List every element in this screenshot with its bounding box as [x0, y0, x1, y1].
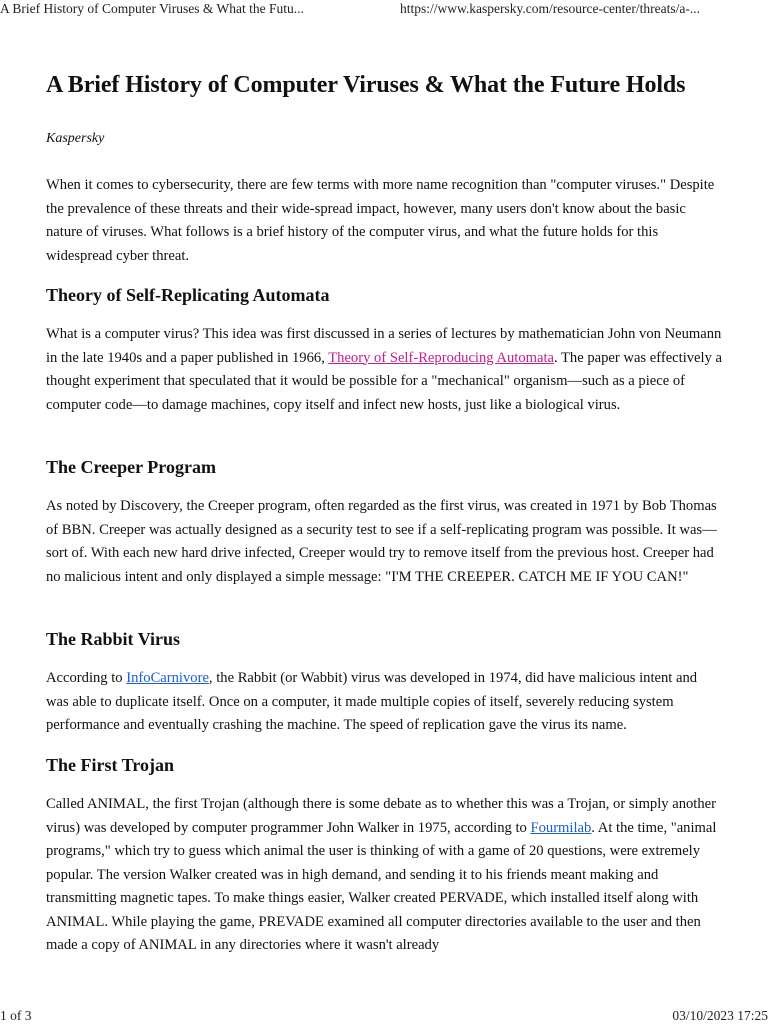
intro-paragraph: When it comes to cybersecurity, there are few terms with more name recognition than "computer viruses." Despite the prevalence of these threats and their wide-spread impact, however, many users don't know about the basic nature of viruses. What follows is a brief history of the computer virus, and what the future holds for this widespread cyber threat. [46, 177, 715, 264]
print-header [0, 0, 768, 18]
link-fourmilab[interactable]: Fourmilab [530, 819, 592, 836]
print-footer [0, 1007, 768, 1024]
section-heading-first-trojan: The First Trojan [46, 755, 175, 775]
article-title: A Brief History of Computer Viruses & What the Future Holds [46, 72, 686, 98]
link-theory-of-self-reproducing-automata[interactable]: Theory of Self-Reproducing Automata [328, 349, 554, 366]
print-datetime: 03/10/2023 17:25 [672, 1008, 768, 1023]
page-number: 1 of 3 [0, 1008, 32, 1023]
print-header-url: https://www.kaspersky.com/resource-center/threats/a-... [400, 1, 701, 16]
section-paragraph-rabbit [46, 667, 722, 738]
article-byline: Kaspersky [46, 131, 105, 146]
paragraph-text: According to [46, 670, 127, 686]
article [46, 70, 723, 953]
section-heading-creeper: The Creeper Program [46, 457, 216, 477]
link-infocarnivore[interactable]: InfoCarnivore [126, 670, 209, 686]
section-heading-rabbit: The Rabbit Virus [46, 629, 181, 649]
section-paragraph-first-trojan [46, 793, 722, 958]
print-header-title: A Brief History of Computer Viruses & What the Futu... [0, 1, 304, 16]
paragraph-text: . The paper was effectively a thought experiment that speculated that it would be possible for a "mechanical" organism—such as a piece of computer code—to damage machines, copy itself and infect new hosts, just like a biological virus. [46, 349, 723, 413]
section-heading-self-replicating: Theory of Self-Replicating Automata [46, 285, 330, 305]
paragraph-text: What is a computer virus? This idea was first discussed in a series of lectures by mathematician John von Neumann in the late 1940s and a paper published in 1966, [46, 326, 722, 366]
section-paragraph-creeper: As noted by Discovery, the Creeper program, often regarded as the first virus, was created in 1971 by Bob Thomas of BBN. Creeper was actually designed as a security test to see if a self-replicating program was possible. It was—sort of. With each new hard drive infected, Creeper would try to remove itself from the previous host. Creeper had no malicious intent and only displayed a simple message: "I'M THE CREEPER. CATCH ME IF YOU CAN!" [46, 498, 717, 585]
section-paragraph-self-replicating [46, 323, 722, 417]
paragraph-text: Called ANIMAL, the first Trojan (although there is some debate as to whether this was a Trojan, or simply another virus) was developed by computer programmer John Walker in 1975, according to [46, 796, 716, 836]
paragraph-text: , the Rabbit (or Wabbit) virus was developed in 1974, did have malicious intent and was able to duplicate itself. Once on a computer, it made multiple copies of itself, severely reducing system performance and eventually crashing the machine. The speed of replication gave the virus its name. [46, 670, 698, 733]
paragraph-text: . At the time, "animal programs," which try to guess which animal the user is thinking of with a game of 20 questions, were extremely popular. The version Walker created was in high demand, and sending it to his friends meant making and transmitting magnetic tapes. To make things easier, Walker created PERVADE, which installed itself along with ANIMAL. While playing the game, PREVADE examined all computer directories available to the user and then made a copy of ANIMAL in any directories where it wasn't already [46, 819, 717, 953]
